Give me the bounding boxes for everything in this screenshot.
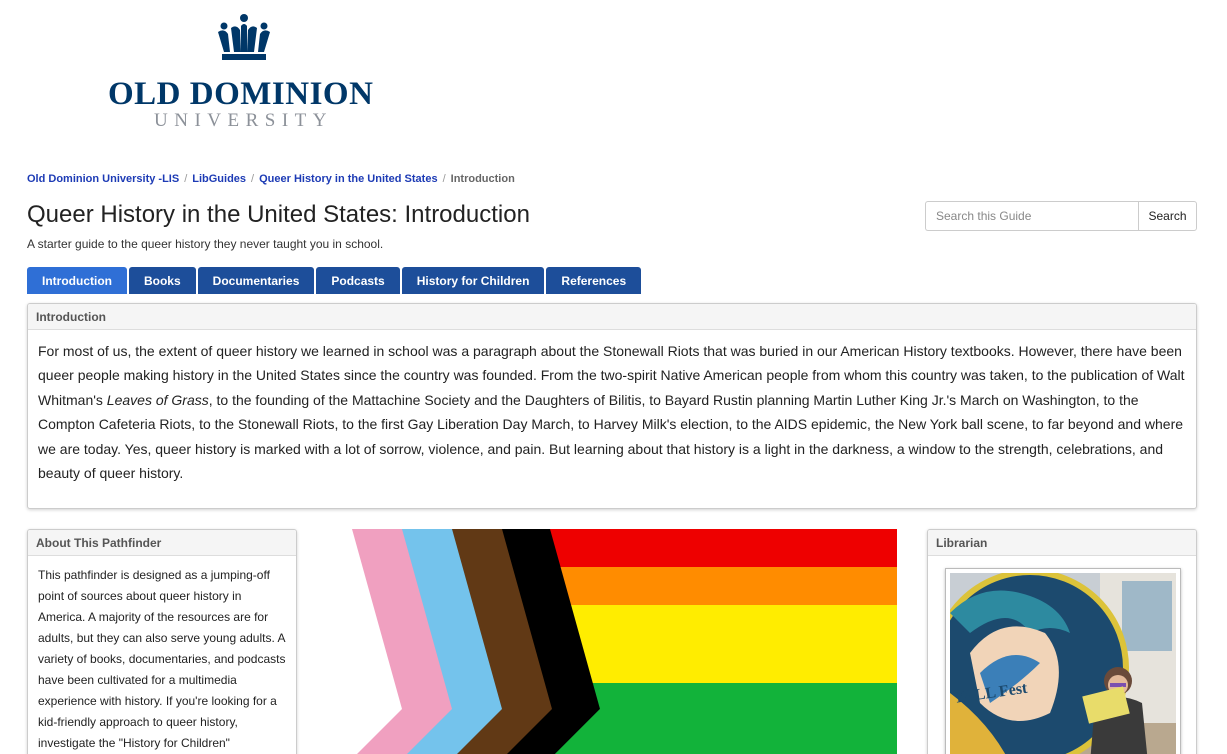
- guide-search: [925, 201, 1197, 231]
- breadcrumb-separator: /: [251, 173, 255, 185]
- logo-subtext: UNIVERSITY: [154, 110, 333, 131]
- breadcrumb-link-libguides[interactable]: LibGuides: [192, 173, 247, 185]
- breadcrumb-separator: /: [442, 173, 446, 185]
- logo-wordmark: OLD DOMINION: [108, 76, 374, 112]
- tab-books[interactable]: Books: [129, 267, 196, 294]
- librarian-photo-image: [950, 573, 1176, 754]
- librarian-heading: Librarian: [928, 530, 1196, 556]
- guide-tabs: [27, 267, 643, 294]
- tab-podcasts[interactable]: Podcasts: [316, 267, 399, 294]
- mural-text: YALL Fest: [952, 679, 1029, 707]
- librarian-photo: [945, 568, 1181, 754]
- tab-history-for-children[interactable]: History for Children: [402, 267, 545, 294]
- introduction-heading: Introduction: [28, 304, 1196, 330]
- librarian-box: [927, 529, 1197, 754]
- tab-introduction[interactable]: Introduction: [27, 267, 127, 294]
- page-title: Queer History in the United States: Introduction: [27, 201, 530, 228]
- intro-text-part-2: , to the founding of the Mattachine Society and the Daughters of Bilitis, to Bayard Rustin planning Martin Luther King Jr.'s March on Washington, to the Compton Cafeteria Riots, to the Stonewall Riots, to the first Gay Liberation Day March, to Harvey Milk's election, to the AIDS epidemic, the New York ball scene, to far beyond and where we are today. Yes, queer history is marked with a lot of sorrow, violence, and pain. But learning about that history is a light in the darkness, a window to the strength, celebrations, and beauty of queer history.: [38, 391, 1184, 482]
- intro-text-part-1: For most of us, the extent of queer history we learned in school was a paragraph about the Stonewall Riots that was buried in our American History textbooks. However, there have been queer people making history in the United States since the country was founded. From the two-spirit Native American people from whom this country was taken, to the publication of Walt Whitman's: [38, 343, 1185, 408]
- search-button[interactable]: Search: [1138, 201, 1197, 231]
- university-logo[interactable]: [108, 14, 384, 134]
- intro-book-title: Leaves of Grass: [106, 391, 209, 408]
- progress-pride-flag-image: [327, 529, 897, 754]
- breadcrumb-link-university[interactable]: Old Dominion University -LIS: [27, 173, 180, 185]
- breadcrumb-current: Introduction: [450, 173, 515, 185]
- about-text: This pathfinder is designed as a jumping-off point of sources about queer history in America. A majority of the resources are for adults, but they can also serve young adults. A variety of books, documentaries, and podcasts have been cultivated for a multimedia experience with history. If you're looking for a kid-friendly approach to queer history, investigate the "History for Children": [38, 568, 286, 750]
- breadcrumb: [27, 173, 515, 185]
- crown-icon: [214, 14, 274, 62]
- about-heading: About This Pathfinder: [28, 530, 296, 556]
- tab-references[interactable]: References: [546, 267, 641, 294]
- page-subtitle: A starter guide to the queer history they never taught you in school.: [27, 237, 384, 251]
- introduction-box: [27, 303, 1197, 509]
- breadcrumb-separator: /: [184, 173, 188, 185]
- tab-documentaries[interactable]: Documentaries: [198, 267, 315, 294]
- introduction-text: [28, 330, 1196, 494]
- breadcrumb-link-guide[interactable]: Queer History in the United States: [259, 173, 438, 185]
- search-input[interactable]: [925, 201, 1138, 231]
- about-pathfinder-box: [27, 529, 297, 754]
